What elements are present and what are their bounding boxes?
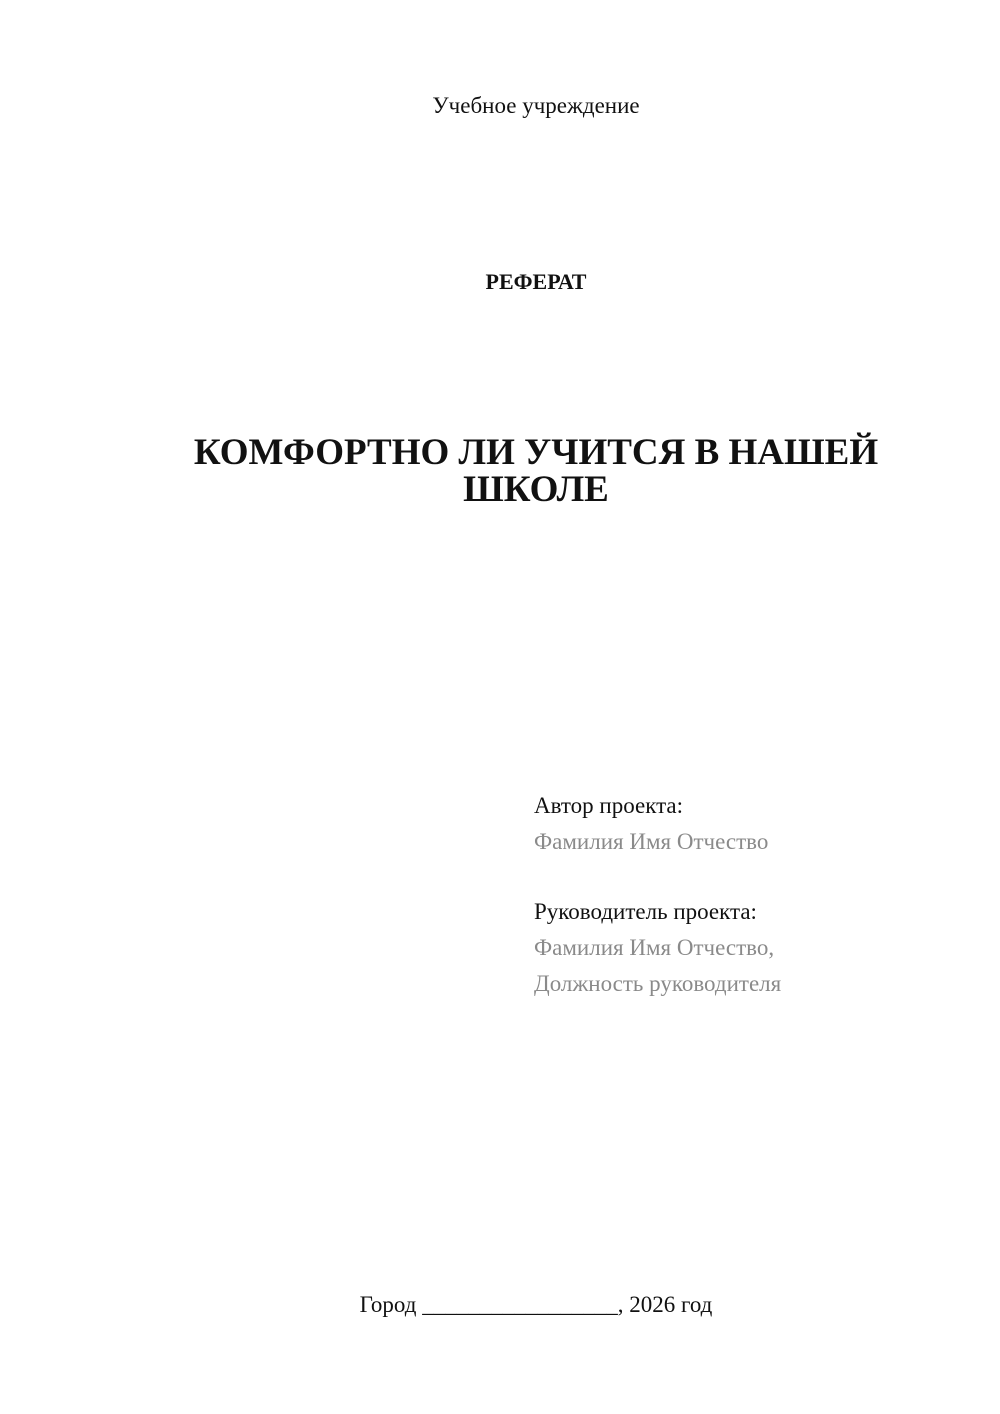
document-title: КОМФОРТНО ЛИ УЧИТСЯ В НАШЕЙ ШКОЛЕ	[193, 432, 879, 510]
author-label: Автор проекта:	[534, 793, 683, 818]
credits-spacer	[534, 860, 974, 894]
document-type: РЕФЕРАТ	[485, 269, 587, 294]
supervisor-label: Руководитель проекта:	[534, 899, 757, 924]
supervisor-position: Должность руководителя	[534, 971, 782, 996]
institution-name: Учебное учреждение	[432, 93, 640, 118]
supervisor-name: Фамилия Имя Отчество,	[534, 935, 775, 960]
author-name: Фамилия Имя Отчество	[534, 829, 769, 854]
credits-block	[534, 788, 974, 1002]
city-year-line: Город _________________, 2026 год	[359, 1292, 713, 1317]
